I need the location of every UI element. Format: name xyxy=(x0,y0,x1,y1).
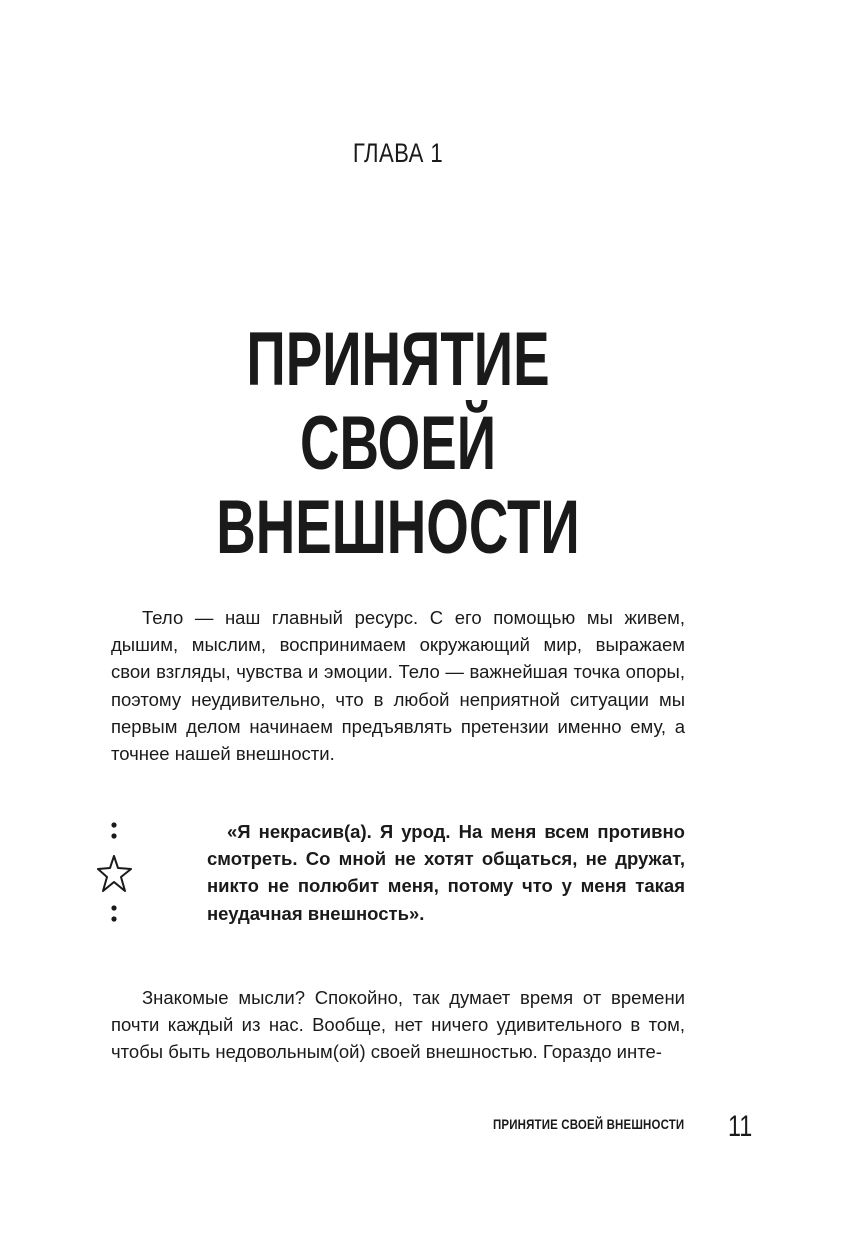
chapter-title-line-1: ПРИНЯТИЕ xyxy=(246,317,550,402)
chapter-title xyxy=(111,318,684,570)
chapter-label: ГЛАВА 1 xyxy=(352,138,444,168)
pull-quote: «Я некрасив(а). Я урод. На меня всем противно смотреть. Со мной не хотят общаться, не дружат, никто не полюбит меня, потому что у меня такая неудачная внешность». xyxy=(207,821,685,924)
page-number: 11 xyxy=(728,1110,753,1143)
running-title: ПРИНЯТИЕ СВОЕЙ ВНЕШНОСТИ xyxy=(492,1116,684,1132)
body-paragraph-1: Тело — наш главный ресурс. С его помощью мы живем, дышим, мыслим, воспринимаем окружающий мир, выражаем свои взгляды, чувства и эмоции. Тело — важнейшая точка опоры, поэтому неудивительно, что в любой неприятной ситуации мы первым делом начинаем предъявлять претензии именно ему, а точнее нашей внешности. xyxy=(111,607,685,765)
star-with-dots-icon xyxy=(96,820,136,926)
body-paragraph-2: Знакомые мысли? Спокойно, так думает время от времени почти каждый из нас. Вообще, нет ничего удивительного в том, чтобы быть недовольным(ой) своей внешностью. Гораздо инте- xyxy=(111,987,685,1063)
chapter-title-line-2: СВОЕЙ ВНЕШНОСТИ xyxy=(216,401,580,570)
